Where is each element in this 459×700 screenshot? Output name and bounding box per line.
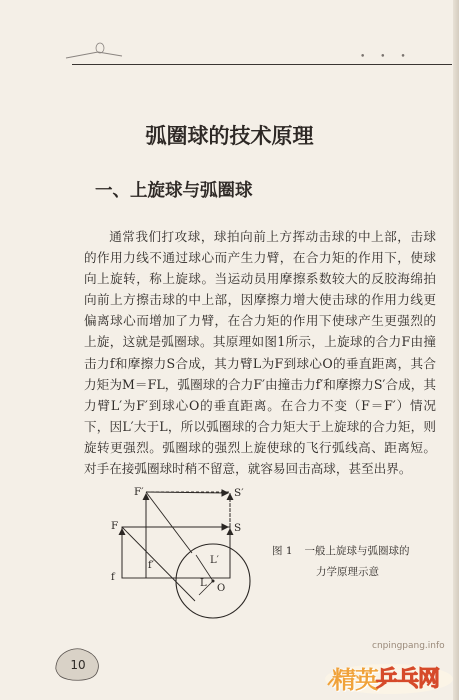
label-L-prime: L′ [210,555,219,566]
page-title: 弧圈球的技术原理 [145,124,314,148]
resultant-F [122,527,195,601]
header-rule [72,64,452,65]
watermark-url: cnpingpang.info [372,641,445,651]
label-S: S [234,522,242,534]
caption-line-1: 一般上旋球与弧圈球的 [304,545,410,557]
label-F-prime: F′ [134,486,144,498]
header-ornament-icon [64,38,124,60]
figure-diagram [100,483,270,633]
watermark-brand-part1: 精英 [332,666,378,694]
label-L: L [200,578,207,589]
body-paragraph: 通常我们打攻球，球拍向前上方挥动击球的中上部，击球的作用力线不通过球心而产生力臂，在合力矩的作用下，使球向上旋转，称上旋球。当运动员用摩擦系数较大的反胶海绵拍向前上方擦击球的中上部，因摩擦力增大使击球的作用力线更偏离球心而增加了力臂，在合力矩的作用下使球产生更强烈的上旋，这就是弧圈球。其原理如图1所示，上旋球的合力F由撞击力f和摩擦力S合成，其力臂L为F到球心O的垂直距离，其合力矩为M＝FL，弧圈球的合力F′由撞击力f′和摩擦力S′合成，其力臂L′为F′到球心O的垂直距离。在合力不变（F＝F′）情况下，因L′大于L，所以弧圈球的合力矩大于上旋球的合力矩，则旋转更强烈。弧圈球的强烈上旋使球的飞行弧线高、距离短。对手在接弧圈球时稍不留意，就容易回击高球，甚至出界。 [84,229,436,477]
label-F: F [111,520,119,532]
header-marks: • • • [360,52,412,62]
label-S-prime: S′ [234,487,244,499]
label-f-prime: f′ [148,560,154,571]
page-number: 10 [70,658,86,672]
solid-construction [122,527,230,578]
label-f: f [111,572,115,583]
arrow-F-prime [146,492,228,493]
resultant-F-prime [146,492,192,553]
caption-line-2: 力学原理示意 [316,566,379,578]
force-diagram [100,483,270,633]
figure-caption [272,541,442,583]
page-edge [453,0,459,700]
caption-number: 图 1 [272,545,293,557]
body-text [84,226,436,479]
section-heading: 一、上旋球与弧圈球 [95,181,253,201]
label-O: O [217,583,226,594]
watermark-brand-part2: 乒乓网 [376,667,440,692]
